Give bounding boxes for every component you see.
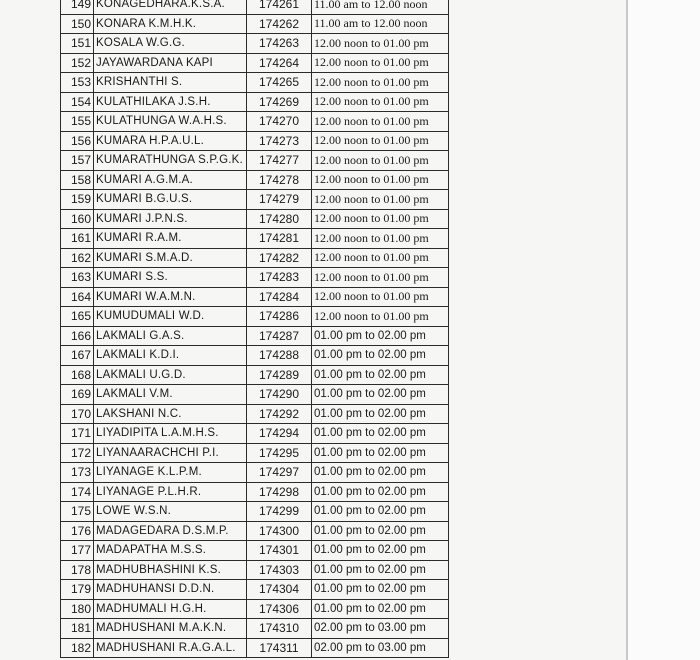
table-row: [61, 599, 449, 619]
row-number-cell: 174: [61, 482, 94, 502]
table-row: [61, 307, 449, 327]
page-margin: [628, 0, 700, 660]
index-number-cell: 174277: [247, 151, 312, 171]
name-cell: LAKMALI K.D.I.: [94, 346, 247, 366]
time-slot-cell: 01.00 pm to 02.00 pm: [312, 404, 449, 424]
table-row: [61, 34, 449, 54]
table-row: [61, 131, 449, 151]
time-slot-cell: 11.00 am to 12.00 noon: [312, 0, 449, 14]
name-cell: LOWE W.S.N.: [94, 502, 247, 522]
row-number-cell: 164: [61, 287, 94, 307]
table-row: [61, 73, 449, 93]
table-row: [61, 209, 449, 229]
name-cell: LAKSHANI N.C.: [94, 404, 247, 424]
row-number-cell: 158: [61, 170, 94, 190]
table-row: [61, 638, 449, 658]
name-cell: MADHUBHASHINI K.S.: [94, 560, 247, 580]
index-number-cell: 174286: [247, 307, 312, 327]
table-row: [61, 385, 449, 405]
index-number-cell: 174310: [247, 619, 312, 639]
table-row: [61, 151, 449, 171]
time-slot-cell: 12.00 noon to 01.00 pm: [312, 287, 449, 307]
table-row: [61, 560, 449, 580]
table-row: [61, 170, 449, 190]
time-slot-cell: 01.00 pm to 02.00 pm: [312, 385, 449, 405]
name-cell: MADHUMALI H.G.H.: [94, 599, 247, 619]
time-slot-cell: 01.00 pm to 02.00 pm: [312, 580, 449, 600]
name-cell: KONARA K.M.H.K.: [94, 14, 247, 34]
name-cell: LIYANAGE K.L.P.M.: [94, 463, 247, 483]
index-number-cell: 174278: [247, 170, 312, 190]
table-row: [61, 0, 449, 14]
name-cell: KONAGEDHARA.K.S.A.: [94, 0, 247, 14]
index-number-cell: 174281: [247, 229, 312, 249]
row-number-cell: 152: [61, 53, 94, 73]
table-row: [61, 326, 449, 346]
time-slot-cell: 01.00 pm to 02.00 pm: [312, 482, 449, 502]
time-slot-cell: 01.00 pm to 02.00 pm: [312, 365, 449, 385]
index-number-cell: 174311: [247, 638, 312, 658]
index-number-cell: 174283: [247, 268, 312, 288]
row-number-cell: 175: [61, 502, 94, 522]
row-number-cell: 159: [61, 190, 94, 210]
table-row: [61, 14, 449, 34]
table-row: [61, 112, 449, 132]
name-cell: KOSALA W.G.G.: [94, 34, 247, 54]
table-row: [61, 443, 449, 463]
table-row: [61, 53, 449, 73]
name-cell: LAKMALI V.M.: [94, 385, 247, 405]
table-row: [61, 619, 449, 639]
index-number-cell: 174295: [247, 443, 312, 463]
table-row: [61, 502, 449, 522]
time-slot-cell: 01.00 pm to 02.00 pm: [312, 463, 449, 483]
index-number-cell: 174301: [247, 541, 312, 561]
name-cell: LAKMALI U.G.D.: [94, 365, 247, 385]
time-slot-cell: 01.00 pm to 02.00 pm: [312, 560, 449, 580]
row-number-cell: 157: [61, 151, 94, 171]
name-cell: MADHUSHANI R.A.G.A.L.: [94, 638, 247, 658]
row-number-cell: 160: [61, 209, 94, 229]
name-cell: KUMARI R.A.M.: [94, 229, 247, 249]
table-row: [61, 92, 449, 112]
row-number-cell: 167: [61, 346, 94, 366]
index-number-cell: 174262: [247, 14, 312, 34]
row-number-cell: 169: [61, 385, 94, 405]
row-number-cell: 150: [61, 14, 94, 34]
table-row: [61, 404, 449, 424]
row-number-cell: 151: [61, 34, 94, 54]
name-cell: MADAGEDARA D.S.M.P.: [94, 521, 247, 541]
name-cell: KUMARATHUNGA S.P.G.K.: [94, 151, 247, 171]
name-cell: KUMARA H.P.A.U.L.: [94, 131, 247, 151]
time-slot-cell: 01.00 pm to 02.00 pm: [312, 443, 449, 463]
index-number-cell: 174297: [247, 463, 312, 483]
time-slot-cell: 12.00 noon to 01.00 pm: [312, 92, 449, 112]
table-row: [61, 287, 449, 307]
table-row: [61, 190, 449, 210]
time-slot-cell: 12.00 noon to 01.00 pm: [312, 170, 449, 190]
table-row: [61, 521, 449, 541]
row-number-cell: 172: [61, 443, 94, 463]
time-slot-cell: 12.00 noon to 01.00 pm: [312, 151, 449, 171]
table-row: [61, 248, 449, 268]
time-slot-cell: 12.00 noon to 01.00 pm: [312, 34, 449, 54]
row-number-cell: 176: [61, 521, 94, 541]
name-cell: KUMARI J.P.N.S.: [94, 209, 247, 229]
index-number-cell: 174292: [247, 404, 312, 424]
row-number-cell: 182: [61, 638, 94, 658]
index-number-cell: 174298: [247, 482, 312, 502]
name-cell: KULATHILAKA J.S.H.: [94, 92, 247, 112]
index-number-cell: 174299: [247, 502, 312, 522]
table-row: [61, 541, 449, 561]
name-cell: KUMUDUMALI W.D.: [94, 307, 247, 327]
index-number-cell: 174287: [247, 326, 312, 346]
index-number-cell: 174300: [247, 521, 312, 541]
name-cell: LIYANAARACHCHI P.I.: [94, 443, 247, 463]
schedule-table-body: [61, 0, 449, 658]
index-number-cell: 174261: [247, 0, 312, 14]
time-slot-cell: 12.00 noon to 01.00 pm: [312, 112, 449, 132]
table-row: [61, 268, 449, 288]
index-number-cell: 174303: [247, 560, 312, 580]
row-number-cell: 153: [61, 73, 94, 93]
time-slot-cell: 12.00 noon to 01.00 pm: [312, 248, 449, 268]
time-slot-cell: 01.00 pm to 02.00 pm: [312, 326, 449, 346]
index-number-cell: 174265: [247, 73, 312, 93]
row-number-cell: 154: [61, 92, 94, 112]
row-number-cell: 156: [61, 131, 94, 151]
time-slot-cell: 12.00 noon to 01.00 pm: [312, 190, 449, 210]
row-number-cell: 177: [61, 541, 94, 561]
index-number-cell: 174280: [247, 209, 312, 229]
time-slot-cell: 02.00 pm to 03.00 pm: [312, 638, 449, 658]
table-row: [61, 463, 449, 483]
time-slot-cell: 12.00 noon to 01.00 pm: [312, 131, 449, 151]
name-cell: LAKMALI G.A.S.: [94, 326, 247, 346]
time-slot-cell: 12.00 noon to 01.00 pm: [312, 53, 449, 73]
time-slot-cell: 12.00 noon to 01.00 pm: [312, 229, 449, 249]
index-number-cell: 174304: [247, 580, 312, 600]
index-number-cell: 174290: [247, 385, 312, 405]
row-number-cell: 155: [61, 112, 94, 132]
time-slot-cell: 01.00 pm to 02.00 pm: [312, 599, 449, 619]
name-cell: KUMARI B.G.U.S.: [94, 190, 247, 210]
name-cell: KULATHUNGA W.A.H.S.: [94, 112, 247, 132]
row-number-cell: 171: [61, 424, 94, 444]
row-number-cell: 168: [61, 365, 94, 385]
row-number-cell: 181: [61, 619, 94, 639]
index-number-cell: 174264: [247, 53, 312, 73]
name-cell: LIYADIPITA L.A.M.H.S.: [94, 424, 247, 444]
row-number-cell: 170: [61, 404, 94, 424]
name-cell: KRISHANTHI S.: [94, 73, 247, 93]
time-slot-cell: 01.00 pm to 02.00 pm: [312, 346, 449, 366]
index-number-cell: 174294: [247, 424, 312, 444]
index-number-cell: 174279: [247, 190, 312, 210]
table-row: [61, 346, 449, 366]
index-number-cell: 174284: [247, 287, 312, 307]
row-number-cell: 163: [61, 268, 94, 288]
time-slot-cell: 01.00 pm to 02.00 pm: [312, 521, 449, 541]
row-number-cell: 149: [61, 0, 94, 14]
table-row: [61, 229, 449, 249]
time-slot-cell: 12.00 noon to 01.00 pm: [312, 209, 449, 229]
table-row: [61, 424, 449, 444]
table-row: [61, 482, 449, 502]
row-number-cell: 162: [61, 248, 94, 268]
name-cell: KUMARI A.G.M.A.: [94, 170, 247, 190]
name-cell: JAYAWARDANA KAPI: [94, 53, 247, 73]
index-number-cell: 174273: [247, 131, 312, 151]
name-cell: MADHUSHANI M.A.K.N.: [94, 619, 247, 639]
time-slot-cell: 01.00 pm to 02.00 pm: [312, 502, 449, 522]
time-slot-cell: 01.00 pm to 02.00 pm: [312, 541, 449, 561]
row-number-cell: 179: [61, 580, 94, 600]
time-slot-cell: 01.00 pm to 02.00 pm: [312, 424, 449, 444]
index-number-cell: 174263: [247, 34, 312, 54]
time-slot-cell: 12.00 noon to 01.00 pm: [312, 268, 449, 288]
name-cell: KUMARI S.S.: [94, 268, 247, 288]
row-number-cell: 166: [61, 326, 94, 346]
name-cell: MADAPATHA M.S.S.: [94, 541, 247, 561]
table-row: [61, 580, 449, 600]
name-cell: MADHUHANSI D.D.N.: [94, 580, 247, 600]
index-number-cell: 174269: [247, 92, 312, 112]
time-slot-cell: 11.00 am to 12.00 noon: [312, 14, 449, 34]
time-slot-cell: 12.00 noon to 01.00 pm: [312, 307, 449, 327]
row-number-cell: 180: [61, 599, 94, 619]
index-number-cell: 174306: [247, 599, 312, 619]
row-number-cell: 165: [61, 307, 94, 327]
index-number-cell: 174289: [247, 365, 312, 385]
name-cell: KUMARI W.A.M.N.: [94, 287, 247, 307]
index-number-cell: 174282: [247, 248, 312, 268]
row-number-cell: 173: [61, 463, 94, 483]
schedule-table: [60, 0, 449, 658]
table-row: [61, 365, 449, 385]
time-slot-cell: 12.00 noon to 01.00 pm: [312, 73, 449, 93]
row-number-cell: 161: [61, 229, 94, 249]
name-cell: LIYANAGE P.L.H.R.: [94, 482, 247, 502]
time-slot-cell: 02.00 pm to 03.00 pm: [312, 619, 449, 639]
name-cell: KUMARI S.M.A.D.: [94, 248, 247, 268]
index-number-cell: 174288: [247, 346, 312, 366]
row-number-cell: 178: [61, 560, 94, 580]
index-number-cell: 174270: [247, 112, 312, 132]
